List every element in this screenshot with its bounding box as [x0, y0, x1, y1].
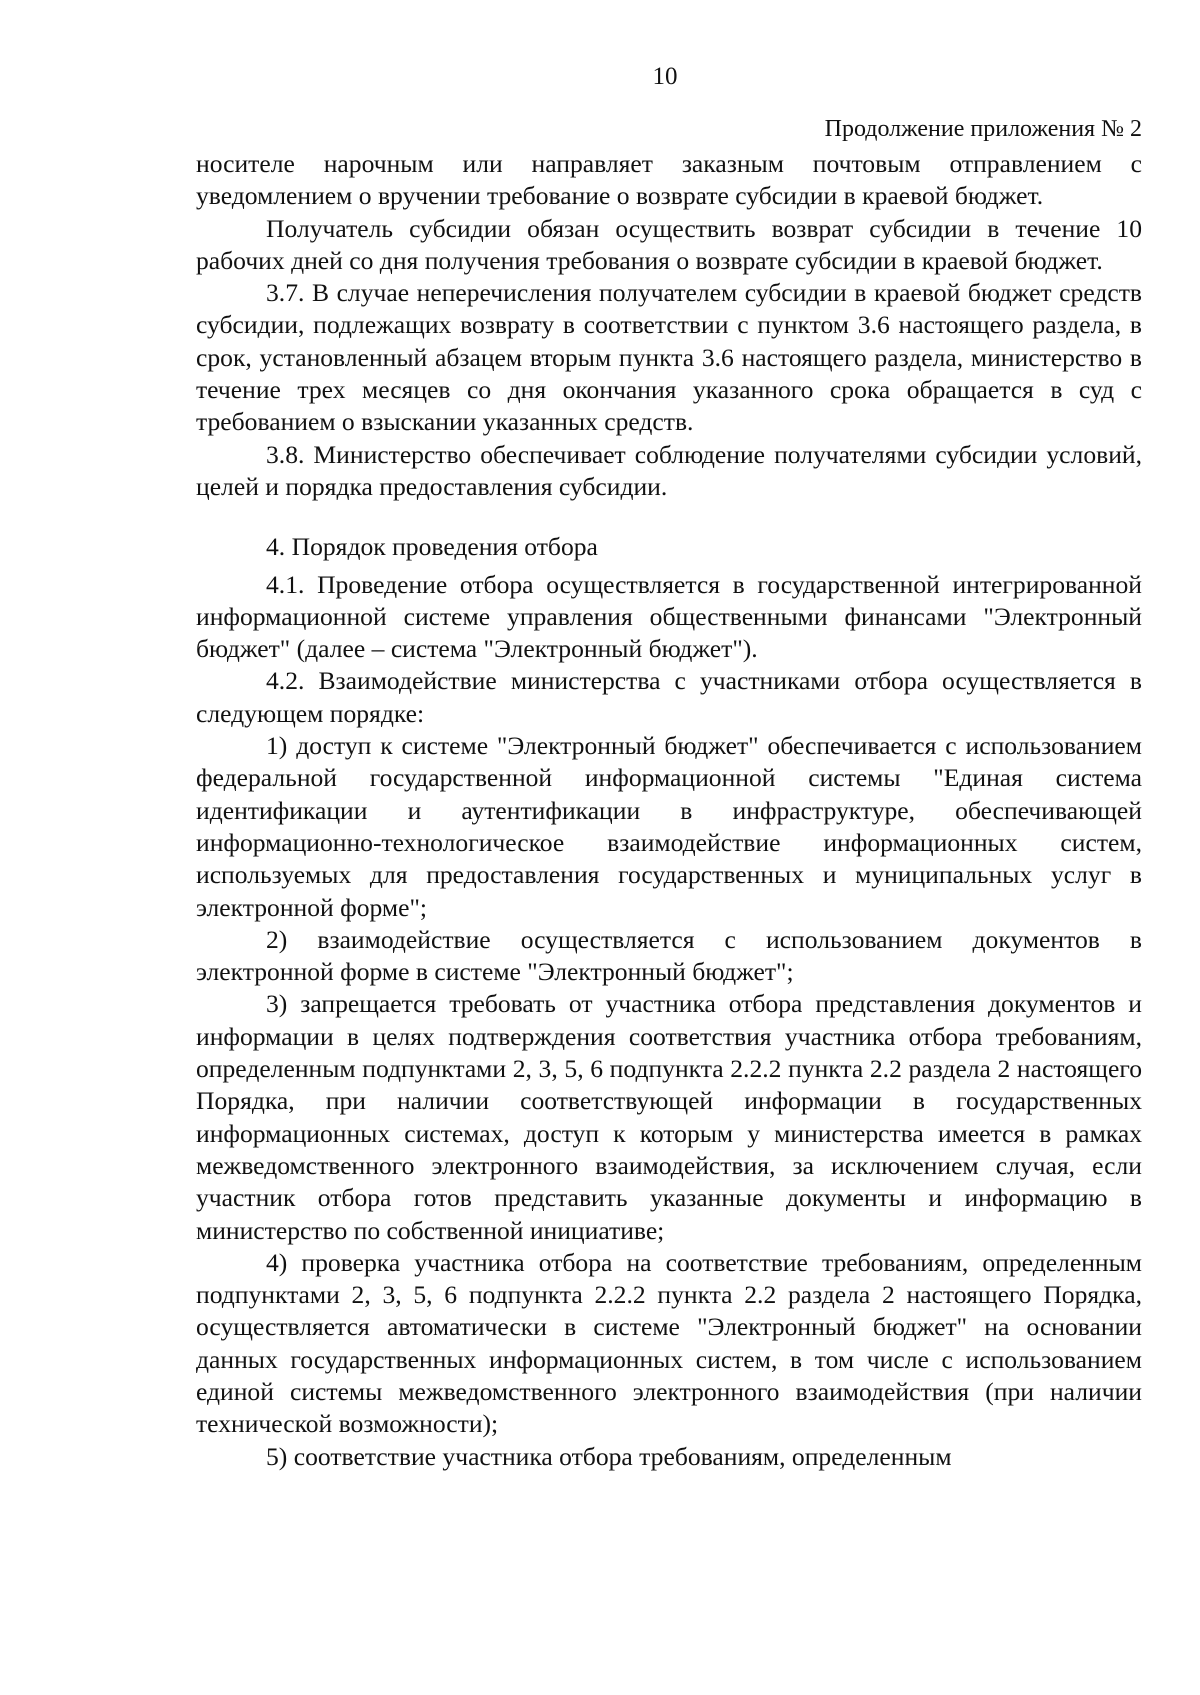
paragraph-return-obligation: Получатель субсидии обязан осуществить возврат субсидии в течение 10 рабочих дней со дня получения требования о возврате субсидии в краевой бюджет.: [196, 213, 1142, 275]
list-item-5: 5) соответствие участника отбора требованиям, определенным: [266, 1441, 952, 1471]
paragraph-3-7: 3.7. В случае неперечисления получателем субсидии в краевой бюджет средств субсидии, подлежащих возврату в соответствии с пунктом 3.6 настоящего раздела, в срок, установленный абзацем вторым пункта 3.6 настоящего раздела, министерство в течение трех месяцев со дня окончания указанного срока обращается в суд с требованием о взыскании указанных средств.: [196, 278, 1142, 437]
list-item-1: 1) доступ к системе "Электронный бюджет" обеспечивается с использованием федеральной государственной информационной системы "Единая система идентификации и аутентификации в инфраструктуре, обеспечивающей информационно-технологическое взаимодействие информационных систем, используемых для предоставления государственных и муниципальных услуг в электронной форме";: [196, 731, 1142, 922]
list-item-2: 2) взаимодействие осуществляется с использованием документов в электронной форме в системе "Электронный бюджет";: [196, 924, 1142, 987]
list-item-4: 4) проверка участника отбора на соответствие требованиям, определенным подпунктами 2, 3, 5, 6 подпункта 2.2.2 пункта 2.2 раздела 2 настоящего Порядка, осуществляется автоматически в системе "Электронный бюджет" на основании данных государственных информационных систем, в том числе с использованием единой системы межведомственного электронного взаимодействия (при наличии технической возможности);: [196, 1247, 1142, 1439]
paragraph-continuation: носителе нарочным или направляет заказным почтовым отправлением с уведомлением о вручении требование о возврате субсидии в краевой бюджет.: [196, 149, 1142, 211]
page-number: 10: [652, 63, 678, 90]
appendix-note: Продолжение приложения № 2: [824, 116, 1142, 142]
section-heading-4: 4. Порядок проведения отбора: [266, 532, 598, 562]
paragraph-4-2: 4.2. Взаимодействие министерства с участниками отбора осуществляется в следующем порядке:: [196, 666, 1142, 728]
list-item-3: 3) запрещается требовать от участника отбора представления документов и информации в целях подтверждения соответствия участника отбора требованиям, определенным подпунктами 2, 3, 5, 6 подпункта 2.2.2 пункта 2.2 раздела 2 настоящего Порядка, при наличии соответствующей информации в государственных информационных системах, доступ к которым у министерства имеется в рамках межведомственного электронного взаимодействия, за исключением случая, если участник отбора готов представить указанные документы и информацию в министерство по собственной инициативе;: [196, 989, 1142, 1245]
document-body: [196, 148, 1142, 1473]
paragraph-4-1: 4.1. Проведение отбора осуществляется в государственной интегрированной информационной системе управления общественными финансами "Электронный бюджет" (далее – система "Электронный бюджет").: [196, 569, 1142, 664]
paragraph-3-8: 3.8. Министерство обеспечивает соблюдение получателями субсидии условий, целей и порядка предоставления субсидии.: [196, 439, 1142, 501]
